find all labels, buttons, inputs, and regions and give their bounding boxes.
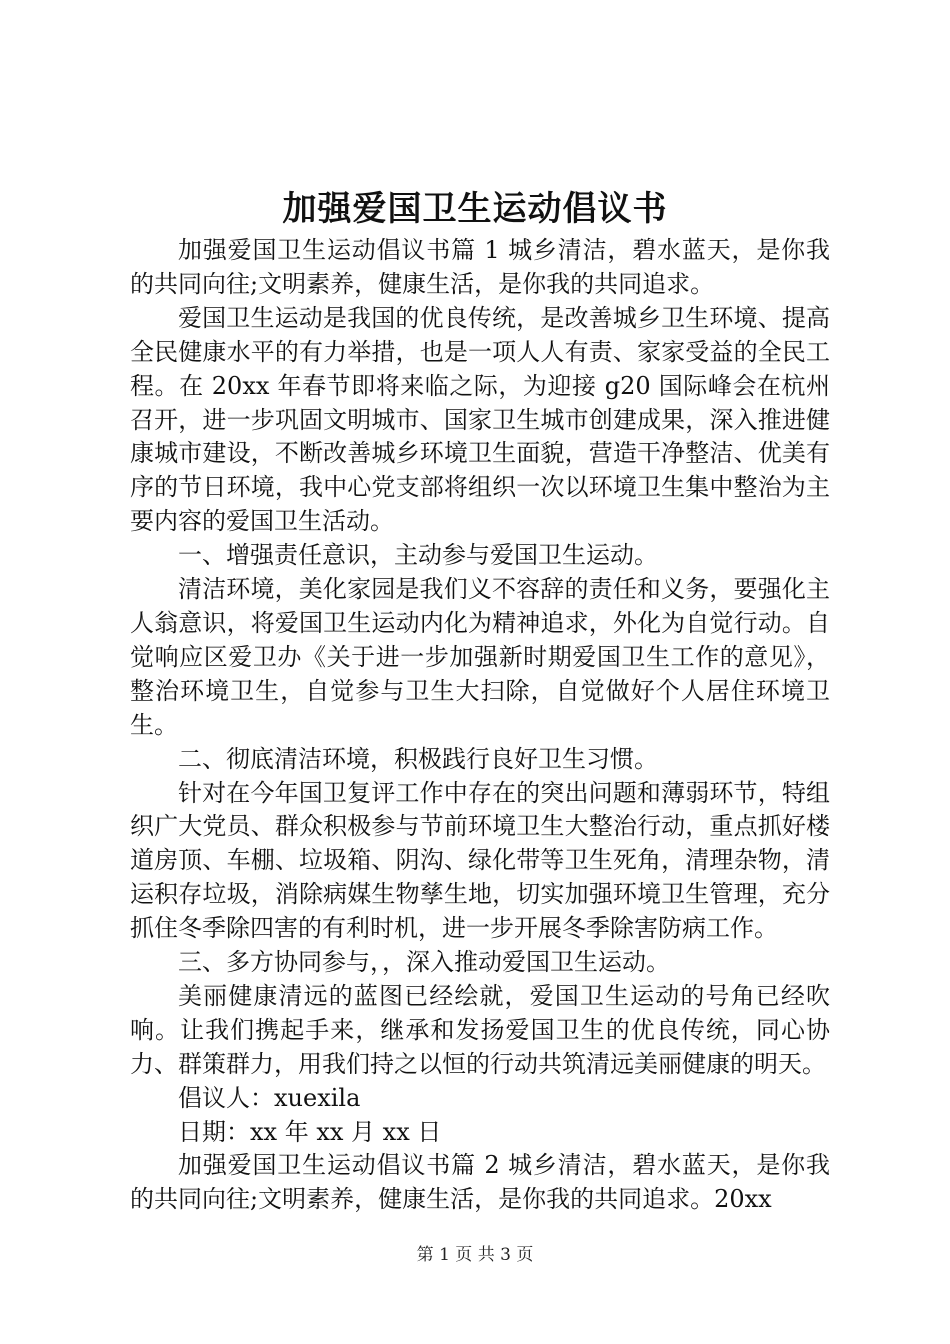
- page-number-footer: 第 1 页 共 3 页: [416, 1245, 534, 1265]
- document-title: 加强爱国卫生运动倡议书: [282, 189, 668, 229]
- paragraph-intro-1: 加强爱国卫生运动倡议书篇 1 城乡清洁，碧水蓝天，是你我的共同向往;文明素养，健康生活，是你我的共同追求。: [130, 236, 830, 298]
- paragraph-section-1: 清洁环境，美化家园是我们义不容辞的责任和义务，要强化主人翁意识，将爱国卫生运动内化为精神追求，外化为自觉行动。自觉响应区爱卫办《关于进一步加强新时期爱国卫生工作的意见》，整治环境卫生，自觉参与卫生大扫除，自觉做好个人居住环境卫生。: [130, 575, 830, 739]
- signatory-line: 倡议人：xuexila: [178, 1083, 361, 1112]
- section-heading-1: 一、增强责任意识，主动参与爱国卫生运动。: [178, 541, 658, 570]
- date-line: 日期：xx 年 xx 月 xx 日: [178, 1117, 442, 1146]
- paragraph-background: 爱国卫生运动是我国的优良传统，是改善城乡卫生环境、提高全民健康水平的有力举措，也是一项人人有责、家家受益的全民工程。在 20xx 年春节即将来临之际，为迎接 g20 国际峰会在杭州召开，进一步巩固文明城市、国家卫生城市创建成果，深入推进健康城市建设，不断改善城乡环境卫生面貌，营造干净整洁、优美有序的节日环境，我中心党支部将组织一次以环境卫生集中整治为主要内容的爱国卫生活动。: [130, 303, 830, 536]
- document-body: [130, 234, 830, 1217]
- section-heading-3: 三、多方协同参与，，深入推动爱国卫生运动。: [178, 948, 670, 977]
- paragraph-section-2: 针对在今年国卫复评工作中存在的突出问题和薄弱环节，特组织广大党员、群众积极参与节前环境卫生大整治行动，重点抓好楼道房顶、车棚、垃圾箱、阴沟、绿化带等卫生死角，清理杂物，清运积存垃圾，消除病媒生物孳生地，切实加强环境卫生管理，充分抓住冬季除四害的有利时机，进一步开展冬季除害防病工作。: [130, 778, 830, 943]
- paragraph-intro-2: 加强爱国卫生运动倡议书篇 2 城乡清洁，碧水蓝天，是你我的共同向往;文明素养，健康生活，是你我的共同追求。20xx: [130, 1151, 830, 1214]
- paragraph-section-3: 美丽健康清远的蓝图已经绘就，爱国卫生运动的号角已经吹响。让我们携起手来，继承和发扬爱国卫生的优良传统，同心协力、群策群力，用我们持之以恒的行动共筑清远美丽健康的明天。: [130, 981, 830, 1078]
- section-heading-2: 二、彻底清洁环境，积极践行良好卫生习惯。: [178, 744, 658, 773]
